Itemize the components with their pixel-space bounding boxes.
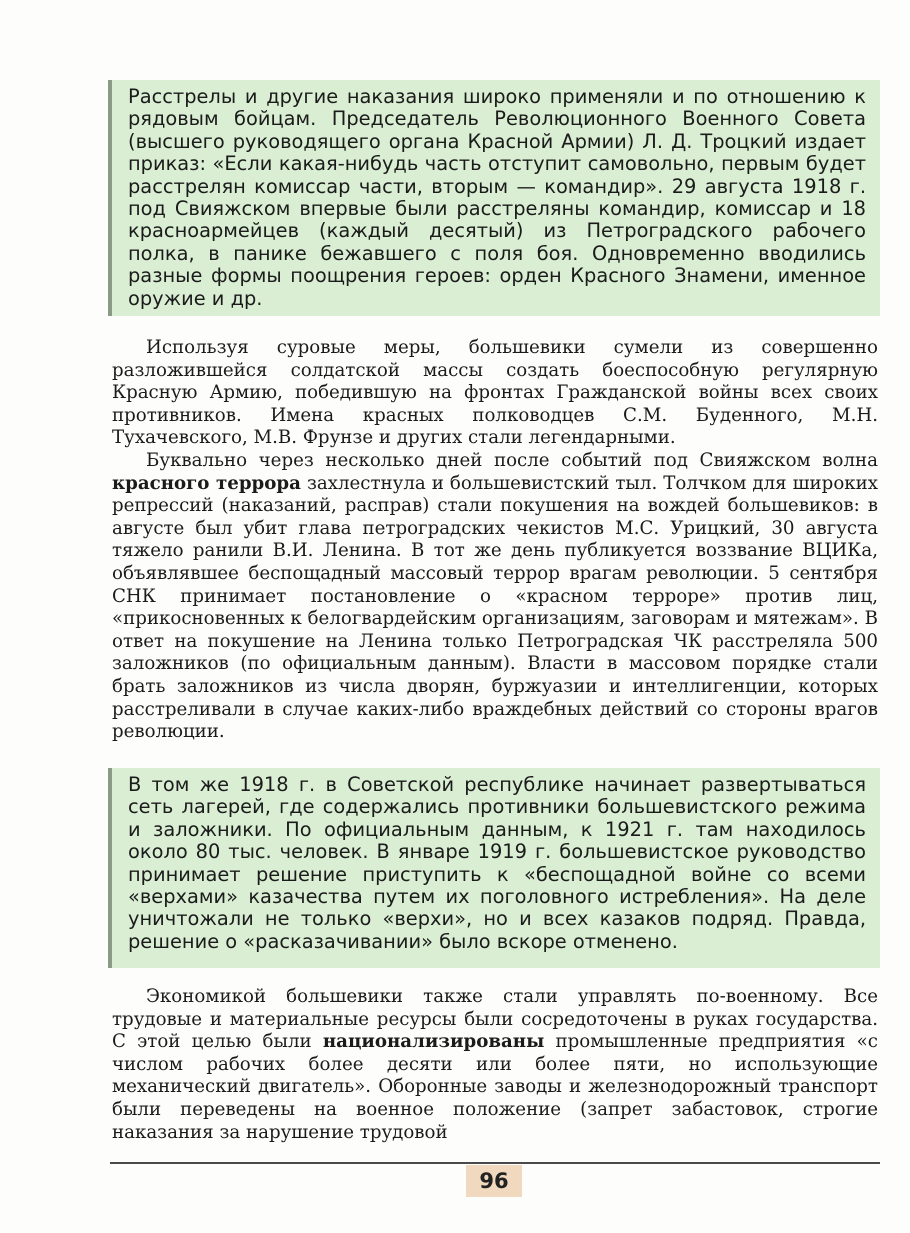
paragraph-economy: Экономикой большевики также стали управлять по-военному. Все трудовые и материальные ресурсы были сосредоточены в руках государства. С этой целью были национализированы промышленные предприятия «с числом рабочих более десяти или более пяти, но использующие механический двигатель». Оборонные заводы и железнодорожный транспорт были переведены на военное положение (запрет забастовок, строгие наказания за нарушение трудовой xyxy=(112,986,878,1143)
economy-text-block xyxy=(112,986,878,1144)
term-red-terror: красного террора xyxy=(112,472,301,494)
footer-divider xyxy=(110,1162,880,1164)
page-number: 96 xyxy=(466,1165,522,1197)
term-nationalized: национализированы xyxy=(322,1031,545,1053)
main-text-block xyxy=(112,337,878,744)
highlight-box-text: В том же 1918 г. в Советской республике начинает развертываться сеть лагерей, где содержались противники большевистского режима и заложники. По официальным данным, к 1921 г. там находилось около 80 тыс. человек. В январе 1919 г. большевистское руководство принимает решение приступить к «беспощадной войне со всеми «верхами» казачества путем их поголовного истребления». На деле уничтожали не только «верхи», но и всех казаков подряд. Правда, решение о «расказачивании» было вскоре отменено. xyxy=(128,773,866,953)
paragraph-red-army: Используя суровые меры, большевики сумели из совершенно разложившейся солдатской массы создать боеспособную регулярную Красную Армию, победившую на фронтах Гражданской войны всех своих противников. Имена красных полководцев С.М. Буденного, М.Н. Тухачевского, М.В. Фрунзе и других стали легендарными. xyxy=(112,337,878,449)
highlight-box-text: Расстрелы и другие наказания широко применяли и по отношению к рядовым бойцам. Председатель Революционного Военного Совета (высшего руководящего органа Красной Армии) Л. Д. Троцкий издает приказ: «Если какая-нибудь часть отступит самовольно, первым будет расстрелян комиссар части, вторым — командир». 29 августа 1918 г. под Свияжском впервые были расстреляны командир, комиссар и 18 красноармейцев (каждый десятый) из Петроградского рабочего полка, в панике бежавшего с поля боя. Одновременно вводились разные формы поощрения героев: орден Красного Знамени, именное оружие и др. xyxy=(128,85,866,310)
highlight-box-camps xyxy=(108,768,880,968)
paragraph-red-terror: Буквально через несколько дней после событий под Свияжском волна красного террора захлестнула и большевистский тыл. Толчком для широких репрессий (наказаний, расправ) стали покушения на вождей большевиков: в августе был убит глава петроградских чекистов М.С. Урицкий, 30 августа тяжело ранили В.И. Ленина. В тот же день публикуется воззвание ВЦИКа, объявлявшее беспощадный массовый террор врагам революции. 5 сентября СНК принимает постановление о «красном терроре» против лиц, «прикосновенных к белогвардейским организациям, заговорам и мятежам». В ответ на покушение на Ленина только Петроградская ЧК расстреляла 500 заложников (по официальным данным). Власти в массовом порядке стали брать заложников из числа дворян, буржуазии и интеллигенции, которых расстреливали в случае каких-либо враждебных действий со стороны врагов революции. xyxy=(112,449,879,743)
highlight-box-executions xyxy=(108,80,880,316)
